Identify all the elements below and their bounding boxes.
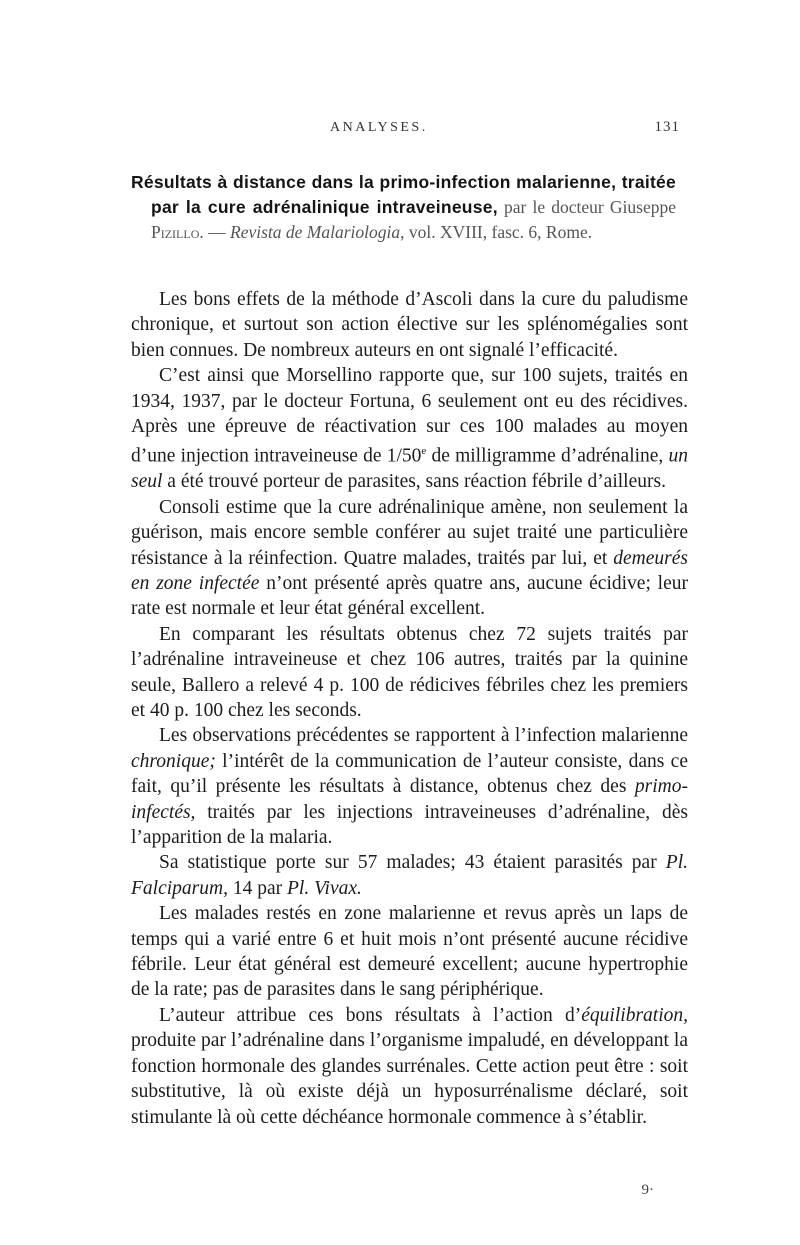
article-issue: , vol. XVIII, fasc. 6, Rome. bbox=[400, 222, 593, 242]
running-head-title: ANALYSES. bbox=[330, 120, 428, 135]
paragraph-5-text-a: Les observations précédentes se rapportent à l’infection malarienne bbox=[159, 725, 688, 747]
article-citation bbox=[131, 170, 676, 245]
paragraph-7: Les malades restés en zone malarienne et revus après un laps de temps qui a varié entre 6 et huit mois n’ont présenté aucune récidive fébrile. Leur état général est demeuré excellent; aucune hypertrophie de la rate; pas de parasites dans le sang périphérique. bbox=[131, 903, 688, 1001]
page-number: 131 bbox=[654, 119, 680, 135]
paragraph-3-text-a: Consoli estime que la cure adrénalinique amène, non seulement la guérison, mais encore semble conférer au sujet traité une particulière résistance à la réinfection. Quatre malades, traités par lui, et bbox=[131, 496, 688, 569]
paragraph-6-emphasis-1: Pl. Falciparum, bbox=[131, 852, 688, 899]
paragraph-2 bbox=[131, 363, 688, 495]
paragraph-8-text-a: L’auteur attribue ces bons résultats à l’action d’ bbox=[159, 1004, 582, 1026]
article-body bbox=[131, 287, 688, 1130]
paragraph-5-text-b: l’intérêt de la communication de l’auteur consiste, dans ce fait, qu’il présente les résultats à distance, obtenus chez des bbox=[131, 750, 688, 798]
paragraph-6 bbox=[131, 850, 688, 901]
article-header bbox=[131, 170, 676, 245]
paragraph-2-emphasis: un seul bbox=[131, 445, 688, 493]
paragraph-2-text-b: de milligramme d’adrénaline, bbox=[426, 445, 669, 467]
paragraph-3 bbox=[131, 495, 688, 622]
paragraph-5 bbox=[131, 723, 688, 850]
paragraph-6-text-b: 14 par bbox=[227, 877, 287, 899]
article-by: par le docteur Giuseppe bbox=[497, 197, 676, 217]
article-title: Résultats à distance dans la primo-infection malarienne, traitée par la cure adrénalinique intraveineuse, bbox=[131, 172, 676, 217]
paragraph-8 bbox=[131, 1003, 688, 1130]
paragraph-4: En comparant les résultats obtenus chez 72 sujets traités par l’adrénaline intraveineuse et chez 106 autres, traités par la quinine seule, Ballero a relevé 4 p. 100 de rédicives fébriles chez les premiers et 40 p. 100 chez les seconds. bbox=[131, 623, 688, 721]
article-separator: . — bbox=[199, 222, 231, 242]
footer-signature: 9· bbox=[641, 1182, 654, 1198]
paragraph-6-emphasis-2: Pl. Vivax. bbox=[286, 877, 362, 899]
paragraph-5-emphasis-2: primo-infectés, bbox=[131, 776, 688, 823]
paragraph-5-text-c: traités par les injections intraveineuses d’adrénaline, dès l’apparition de la malaria. bbox=[131, 801, 688, 849]
paragraph-2-text-a: C’est ainsi que Morsellino rapporte que, sur 100 sujets, traités en 1934, 1937, par le docteur Fortuna, 6 seulement ont eu des récidives. Après une épreuve de réactivation sur ces 100 malades au moyen d’une injection intraveineuse de 1/50 bbox=[131, 365, 688, 467]
paragraph-8-emphasis: équilibration, bbox=[581, 1004, 688, 1026]
paragraph-2-text-c: a été trouvé porteur de parasites, sans réaction fébrile d’ailleurs. bbox=[162, 471, 666, 493]
article-author: Pizillo bbox=[151, 222, 200, 242]
paragraph-5-emphasis-1: chronique; bbox=[131, 750, 216, 772]
paragraph-2-superscript: e bbox=[421, 445, 427, 458]
paragraph-6-text-a: Sa statistique porte sur 57 malades; 43 étaient parasités par bbox=[159, 852, 666, 874]
paragraph-3-emphasis: demeurés en zone infectée bbox=[131, 547, 688, 594]
article-journal: Revista de Malariologia bbox=[230, 222, 401, 242]
paragraph-8-text-b: produite par l’adrénaline dans l’organisme impaludé, en développant la fonction hormonale des glandes surrénales. Cette action peut être : soit substitutive, là où existe déjà un hyposurrénalisme déclaré, soit stimulante là où cette déchéance hormonale commence à s’établir. bbox=[131, 1030, 688, 1128]
paragraph-3-text-b: n’ont présenté après quatre ans, aucune écidive; leur rate est normale et leur état général excellent. bbox=[131, 572, 689, 620]
paragraph-1: Les bons effets de la méthode d’Ascoli dans la cure du paludisme chronique, et surtout son action élective sur les splénomégalies sont bien connues. De nombreux auteurs en ont signalé l’efficacité. bbox=[131, 289, 688, 361]
